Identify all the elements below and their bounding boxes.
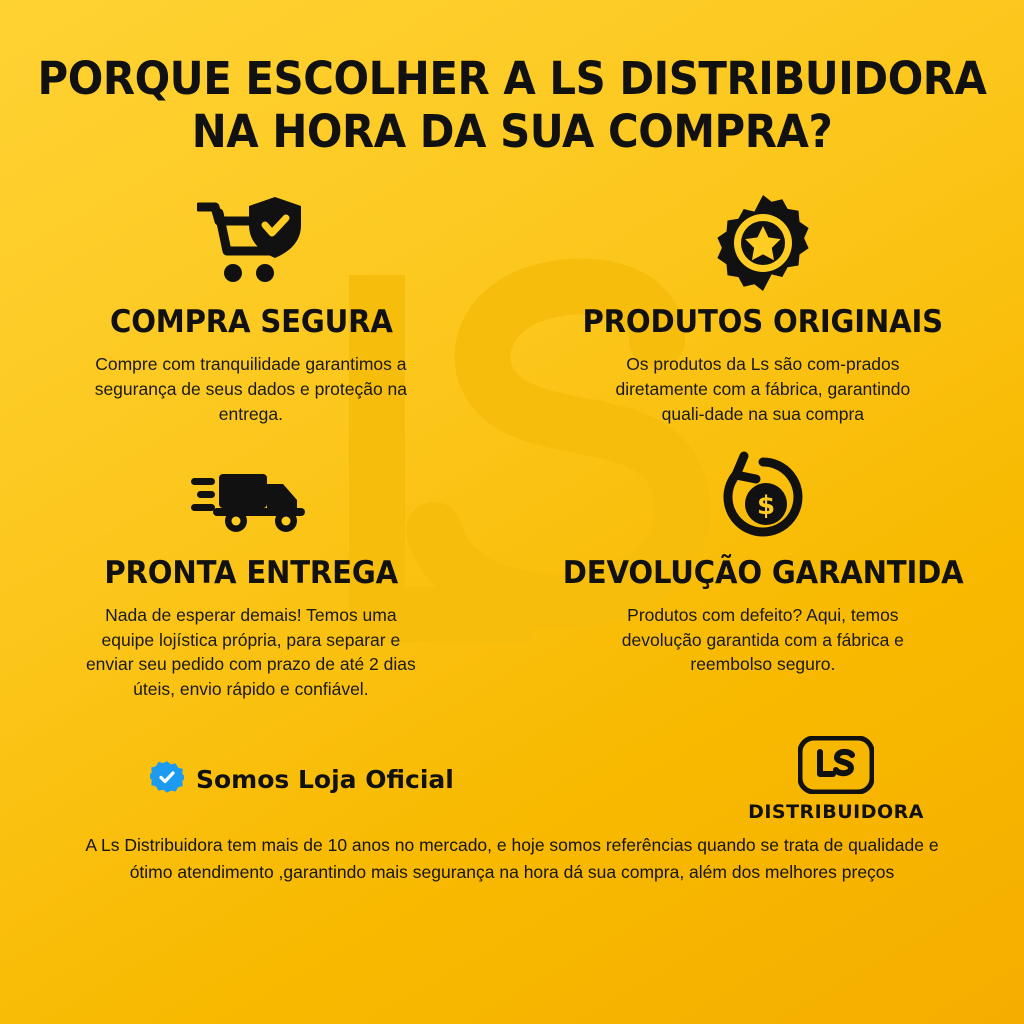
feature-title: PRODUTOS ORIGINAIS xyxy=(582,304,944,341)
feature-pronta-entrega xyxy=(0,445,502,702)
delivery-truck-icon xyxy=(191,445,311,549)
secure-cart-shield-icon xyxy=(197,188,305,298)
feature-text: Nada de esperar demais! Temos uma equipe lojística própria, para separar e enviar seu pedido com prazo de até 2 dias úteis, envio rápido e confiável. xyxy=(85,604,416,700)
verified-check-badge-icon xyxy=(150,760,184,799)
page-title xyxy=(36,0,988,158)
ls-logo-icon xyxy=(798,781,874,798)
feature-text: Compre com tranquilidade garantimos a segurança de seus dados e proteção na entrega. xyxy=(94,354,408,424)
headline-line-2: NA HORA DA SUA COMPRA? xyxy=(191,105,833,159)
official-store-row xyxy=(0,744,1024,824)
money-back-refund-icon xyxy=(714,445,812,549)
brand-logo xyxy=(748,736,924,823)
footer-text: A Ls Distribuidora tem mais de 10 anos no mercado, e hoje somos referências quando se trata de qualidade e ótimo atendimento ,garantindo mais segurança na hora dá sua compra, além dos melhores preços xyxy=(85,835,939,883)
official-store-badge xyxy=(150,760,454,799)
feature-devolucao-garantida xyxy=(502,445,1024,702)
feature-title: PRONTA ENTREGA xyxy=(104,554,398,591)
feature-text: Os produtos da Ls são com-prados diretamente com a fábrica, garantindo quali-dade na sua compra xyxy=(615,354,911,424)
feature-compra-segura xyxy=(0,188,502,427)
official-store-label: Somos Loja Oficial xyxy=(196,764,454,794)
brand-name: DISTRIBUIDORA xyxy=(748,801,924,824)
svg-text:$: $ xyxy=(756,490,775,521)
headline-line-1: PORQUE ESCOLHER A LS DISTRIBUIDORA xyxy=(37,52,987,105)
feature-produtos-originais xyxy=(502,188,1024,427)
quality-seal-star-icon xyxy=(713,188,813,298)
feature-text: Produtos com defeito? Aqui, temos devolução garantida com a fábrica e reembolso seguro. xyxy=(621,604,904,675)
feature-title: COMPRA SEGURA xyxy=(109,304,393,341)
feature-title: DEVOLUÇÃO GARANTIDA xyxy=(562,554,964,591)
features-grid xyxy=(0,188,1024,702)
